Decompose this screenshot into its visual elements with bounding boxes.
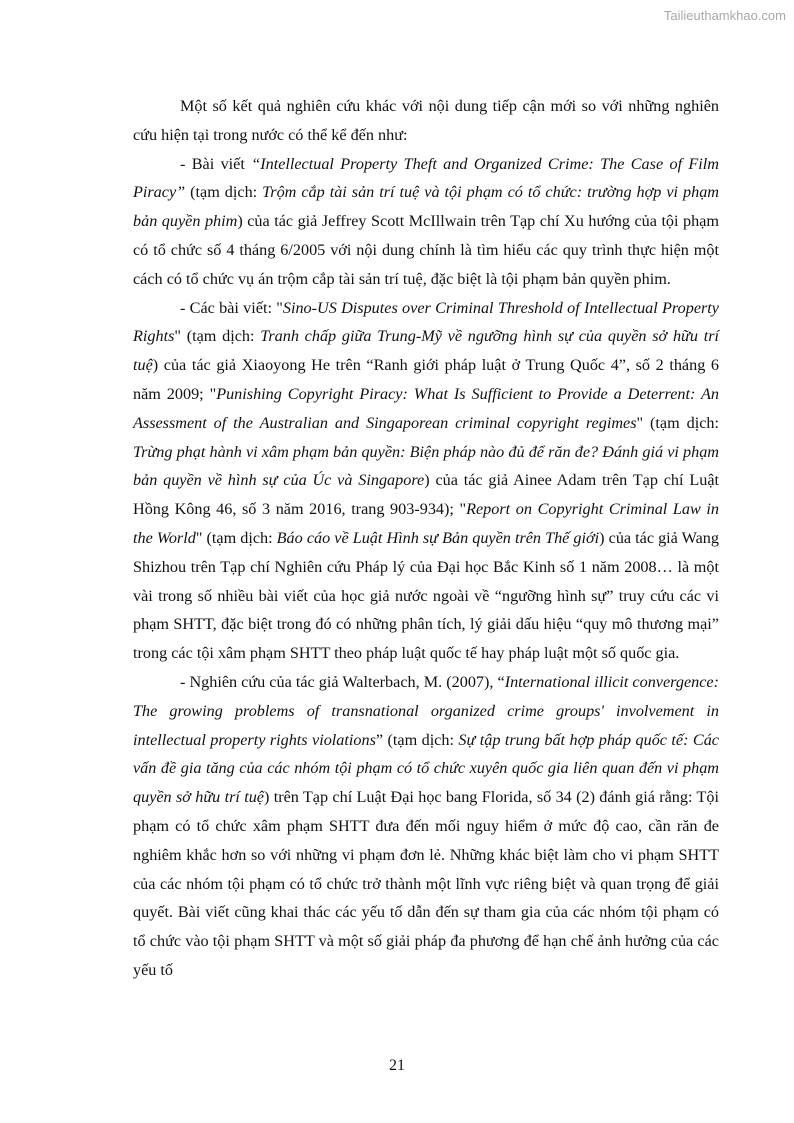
title-segment: “Intellectual Property Theft and Organized Crime: The Case of Film Piracy” [133,154,719,202]
text-segment: - Bài viết [180,154,252,173]
text-segment: ) trên Tạp chí Luật Đại học bang Florida, số 34 (2) đánh giá rằng: Tội phạm có tổ chức xâm phạm SHTT đưa đến mối nguy hiểm ở mức độ cao, cần răn đe nghiêm khắc hơn so với những vi phạm đơn lẻ. Những khác biệt làm cho vi phạm SHTT của các nhóm tội phạm có tổ chức trở thành một lĩnh vực riêng biệt và quan trọng để giải quyết. Bài viết cũng khai thác các yếu tố dẫn đến sự tham gia của các nhóm tội phạm có tổ chức vào tội phạm SHTT và một số giải pháp đa phương để hạn chế ảnh hưởng của các yếu tố [133,788,719,979]
title-segment: International illicit convergence: The growing problems of transnational organized crime groups' involvement in intellectual property rights violations [133,672,720,749]
text-segment: Một số kết quả nghiên cứu khác với nội dung tiếp cận mới so với những nghiên cứu hiện tại trong nước có thể kể đến như: [133,97,719,144]
watermark: Tailieuthamkhao.com [663,8,786,23]
text-segment: ) của tác giả Xiaoyong He trên “Ranh giới pháp luật ở Trung Quốc 4”, số 2 tháng 6 năm 2009; " [133,356,719,403]
title-segment: Báo cáo về Luật Hình sự Bản quyền trên Thế giới [276,528,600,547]
text-segment: (tạm dịch: [185,183,263,202]
page-number: 21 [389,1057,405,1074]
text-segment: ” (tạm dịch: [375,730,459,749]
title-segment: Trộm cắp tài sản trí tuệ và tội phạm có tổ chức: trường hợp vi phạm bản quyền phim [133,183,719,231]
title-segment: Tranh chấp giữa Trung-Mỹ về ngưỡng hình sự của quyền sở hữu trí tuệ [133,327,719,375]
paragraph-mcillwain [133,150,719,294]
paragraph-foreign-articles [133,294,719,668]
text-segment: - Nghiên cứu của tác giả Walterbach, M. (2007), “ [180,672,505,691]
text-segment: " (tạm dịch: [174,327,261,346]
title-segment: Punishing Copyright Piracy: What Is Sufficient to Provide a Deterrent: An Assessment of the Australian and Singaporean criminal copyright regimes [133,384,719,432]
title-segment: Trừng phạt hành vi xâm phạm bản quyền: Biện pháp nào đủ để răn đe? Đánh giá vi phạm bản quyền về hình sự của Úc và Singapore [133,442,719,490]
text-segment: " (tạm dịch: [636,413,720,432]
text-segment: " (tạm dịch: [195,528,277,547]
title-segment: Report on Copyright Criminal Law in the World [133,500,719,547]
text-segment: ) của tác giả Jeffrey Scott McIllwain trên Tạp chí Xu hướng của tội phạm có tổ chức số 4 tháng 6/2005 với nội dung chính là tìm hiểu các quy trình thực hiện một cách có tổ chức vụ án trộm cắp tài sản trí tuệ, đặc biệt là tội phạm bản quyền phim. [133,212,719,288]
paragraph-walterbach [133,668,719,985]
document-body [133,92,719,985]
paragraph-intro [133,92,719,150]
text-segment: - Các bài viết: " [180,298,283,317]
text-segment: ) của tác giả Ainee Adam trên Tạp chí Luật Hồng Kông 46, số 3 năm 2016, trang 903-934); " [133,471,719,519]
text-segment: ) của tác giả Wang Shizhou trên Tạp chí Nghiên cứu Pháp lý của Đại học Bắc Kinh số 1 năm 2008… là một vài trong số nhiều bài viết của học giả nước ngoài về “ngưỡng hình sự” truy cứu các vi phạm SHTT, đặc biệt trong đó có những phân tích, lý giải dấu hiệu “quy mô thương mại” trong các tội xâm phạm SHTT theo pháp luật quốc tế hay pháp luật một số quốc gia. [133,528,719,663]
title-segment: Sự tập trung bất hợp pháp quốc tế: Các vấn đề gia tăng của các nhóm tội phạm có tổ chức xuyên quốc gia liên quan đến vi phạm quyền sở hữu trí tuệ [133,730,719,807]
title-segment: Sino-US Disputes over Criminal Threshold of Intellectual Property Rights [133,298,719,346]
